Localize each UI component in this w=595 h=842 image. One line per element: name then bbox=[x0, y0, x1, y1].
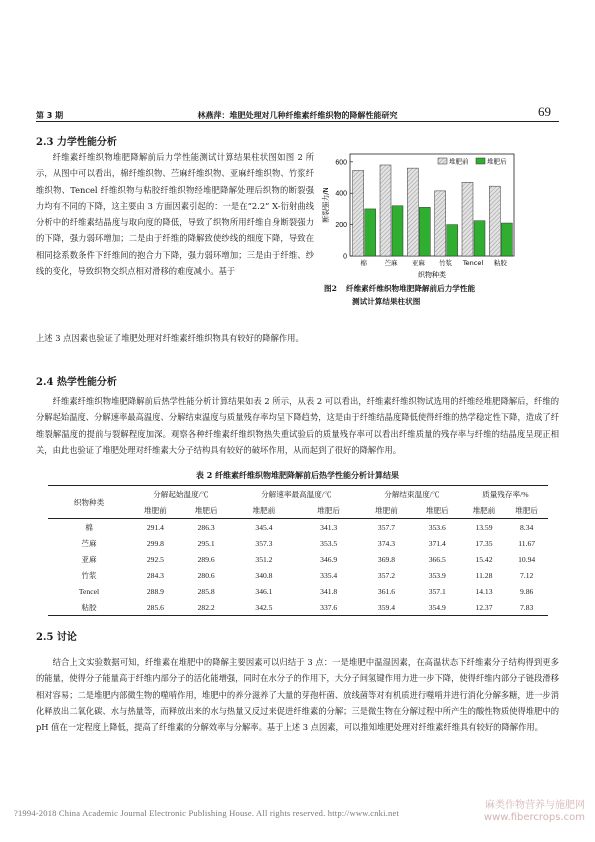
watermark-line2: www.fibercrops.com bbox=[483, 812, 585, 823]
x-axis-label: 织物种类 bbox=[418, 271, 446, 279]
table-cell: 335.4 bbox=[320, 570, 338, 580]
table-cell: 10.94 bbox=[518, 554, 536, 564]
bar-after bbox=[501, 223, 512, 256]
table-cell: 17.35 bbox=[475, 538, 493, 548]
table-cell: 7.12 bbox=[520, 570, 534, 580]
table-cell: 295.1 bbox=[197, 538, 215, 548]
table-row-label: 粘胶 bbox=[48, 599, 130, 616]
figure-caption-line2: 测试计算结果柱状图 bbox=[352, 297, 421, 306]
y-tick-label: 200 bbox=[335, 222, 347, 230]
legend-label: 堆肥前 bbox=[449, 157, 469, 166]
bar-before bbox=[380, 165, 391, 256]
table-cell: 11.67 bbox=[518, 538, 536, 548]
x-tick-label: 亚麻 bbox=[411, 259, 425, 267]
table-sub-header: 堆肥后 bbox=[505, 502, 548, 519]
table-row-label: 棉 bbox=[85, 522, 93, 532]
table-cell: 288.9 bbox=[146, 586, 164, 596]
table-cell: 291.4 bbox=[146, 522, 164, 532]
x-tick-label: 棉 bbox=[360, 259, 367, 267]
bar-before bbox=[407, 168, 418, 256]
table-cell: 374.3 bbox=[377, 538, 396, 548]
legend-swatch bbox=[476, 158, 485, 164]
section-heading-2-5: 2.5 讨论 bbox=[36, 632, 77, 643]
table-row-label: 亚麻 bbox=[81, 554, 97, 564]
legend-label: 堆肥后 bbox=[487, 157, 507, 166]
table-row bbox=[48, 567, 548, 583]
table-cell: 366.5 bbox=[428, 554, 446, 564]
journal-issue: 第 3 期 bbox=[36, 111, 64, 120]
table-cell: 15.42 bbox=[475, 554, 493, 564]
table-2-caption: 表 2 纤维素纤维织物堆肥降解前后热学性能分析计算结果 bbox=[195, 470, 400, 480]
x-tick-label: 竹浆 bbox=[439, 259, 453, 267]
table-body bbox=[48, 519, 548, 616]
table-cell: 285.8 bbox=[197, 586, 215, 596]
table-cell: 280.6 bbox=[197, 570, 215, 580]
bar-after bbox=[447, 225, 458, 256]
table-cell: 353.5 bbox=[320, 538, 338, 548]
table-cell: 286.3 bbox=[197, 522, 215, 532]
bar-before bbox=[435, 191, 446, 256]
legend-swatch bbox=[438, 158, 447, 164]
watermark-line1: 麻类作物营养与施肥网 bbox=[485, 800, 585, 811]
section-2-3-body-continued: 上述 3 点因素也验证了堆肥处理对纤维素纤维织物具有较好的降解作用。 bbox=[36, 333, 304, 343]
table-cell: 337.6 bbox=[296, 599, 361, 616]
section-2-4-body: 纤维素纤维织物堆肥降解前后热学性能分析计算结果如表 2 所示，从表 2 可以看出，纤维素纤维织物试选用的纤维经堆肥降解后，纤维的分解起始温度、分解速率最高温度、分解结束温度与质量残存率均呈下降趋势，这是由于纤维结晶度降低使得纤维的热学稳定性下降，造成了纤维裂解温度的提前与裂解程度加深。观察各种纤维素纤维织物热失重试验后的质量残存率可以看出纤维质量的残存率与纤维的结晶度呈现正相关，由此也验证了堆肥处理对纤维素大分子结构具有较好的破坏作用，从而起到了很好的降解作用。 bbox=[36, 396, 559, 455]
bar-before bbox=[353, 170, 364, 256]
bar-before bbox=[489, 186, 500, 256]
table-sub-header: 堆肥后 bbox=[412, 502, 463, 519]
table-cell: 341.8 bbox=[320, 586, 338, 596]
x-tick-label: Tencel bbox=[462, 259, 484, 267]
table-cell: 351.2 bbox=[255, 554, 273, 564]
table-cell: 11.28 bbox=[475, 570, 493, 580]
table-2 bbox=[48, 485, 548, 616]
table-row-label: Tencel bbox=[78, 586, 100, 596]
table-cell: 292.5 bbox=[146, 554, 164, 564]
figure-2-bar-chart bbox=[318, 148, 518, 280]
table-cell: 357.1 bbox=[428, 586, 446, 596]
section-heading-2-3: 2.3 力学性能分析 bbox=[36, 137, 117, 148]
table-sub-header: 堆肥前 bbox=[463, 502, 506, 519]
table-row-label: 苎麻 bbox=[81, 538, 97, 548]
table-cell: 359.4 bbox=[361, 599, 412, 616]
table-cell: 354.9 bbox=[412, 599, 463, 616]
page-number: 69 bbox=[538, 104, 551, 119]
table-cell: 345.4 bbox=[255, 522, 273, 532]
section-2-3-body: 纤维素纤维织物堆肥降解前后力学性能测试计算结果柱状图如图 2 所示，从图中可以看出，棉纤维织物、苎麻纤维织物、亚麻纤维织物、竹浆纤维织物、Tencel 纤维织物与粘胶纤维织物经堆肥降解处理后织物的断裂强力均有不同的下降，这主要由 3 方面因素引起的：一是在“2.2” X-衍射曲线分析中的纤维素结晶度与取向度的降低，导致了织物所用纤维自身断裂强力的下降，强力弱环增加；二是由于纤维的降解致使纱线的细度下降，导致在相同捻系数条件下纤维间的抱合力下降，强力弱环增加；三是由于纤维、纱线的变化，导致织物交织点相对滑移的难度减小。基于 bbox=[36, 152, 314, 277]
table-cell: 9.86 bbox=[520, 586, 534, 596]
table-group-header: 分解速率最高温度/℃ bbox=[232, 486, 362, 503]
table-cell: 341.3 bbox=[320, 522, 338, 532]
y-tick-label: 400 bbox=[335, 190, 347, 198]
table-cell: 357.2 bbox=[377, 570, 396, 580]
table-row-header: 织物种类 bbox=[48, 486, 130, 519]
figure-label: 图2 bbox=[324, 284, 337, 293]
table-cell: 282.2 bbox=[181, 599, 232, 616]
table-row bbox=[48, 583, 548, 599]
y-tick-label: 0 bbox=[343, 253, 347, 261]
x-tick-label: 粘胶 bbox=[493, 259, 507, 267]
table-cell: 342.5 bbox=[232, 599, 297, 616]
site-watermark bbox=[484, 800, 585, 824]
table-cell: 346.1 bbox=[255, 586, 273, 596]
table-cell: 357.3 bbox=[255, 538, 273, 548]
bar-after bbox=[419, 207, 430, 256]
header-rule bbox=[36, 121, 559, 122]
table-cell: 12.37 bbox=[463, 599, 506, 616]
copyright-footer: ?1994-2018 China Academic Journal Electronic Publishing House. All rights reserved. http://www.cnki.net bbox=[14, 808, 400, 818]
table-cell: 353.6 bbox=[428, 522, 446, 532]
table-sub-header: 堆肥后 bbox=[181, 502, 232, 519]
table-cell: 369.8 bbox=[377, 554, 396, 564]
section-2-5-body: 结合上文实验数据可知，纤维素在堆肥中的降解主要因素可以归结于 3 点：一是堆肥中温湿因素，在高温状态下纤维素分子结构得到更多的能量，使得分子能量高于纤维内部分子的活化能增强，同时在水分子的作用下，大分子间氢键作用力进一步下降，使得纤维内部分子链段滑移相对容易；二是堆肥内部微生物的噬啃作用，堆肥中的养分滋养了大量的芽孢杆菌、放线菌等对有机质进行噬啃并进行消化分解多糖，进一步消化释放出二氧化碳、水与热量等，而释放出来的水与热量又反过来促进纤维素的分解；三是微生物在分解过程中所产生的酸性物质使得堆肥中的 pH 值在一定程度上降低，提高了纤维素的分解效率与分解率。基于上述 3 点因素，可以推知堆肥处理对纤维素纤维具有较好的降解作用。 bbox=[36, 657, 559, 733]
table-cell: 13.59 bbox=[475, 522, 493, 532]
table-row bbox=[48, 599, 548, 616]
bar-before bbox=[462, 182, 473, 256]
figure-2-caption bbox=[324, 282, 560, 308]
table-row bbox=[48, 535, 548, 551]
table-cell: 285.6 bbox=[130, 599, 181, 616]
table-cell: 289.6 bbox=[197, 554, 215, 564]
table-cell: 8.34 bbox=[520, 522, 534, 532]
table-sub-header: 堆肥前 bbox=[361, 502, 412, 519]
table-group-header: 分解起始温度/℃ bbox=[130, 486, 232, 503]
table-sub-header: 堆肥后 bbox=[296, 502, 361, 519]
table-group-header: 分解结束温度/℃ bbox=[361, 486, 463, 503]
section-heading-2-4: 2.4 热学性能分析 bbox=[36, 377, 117, 388]
table-sub-header: 堆肥前 bbox=[232, 502, 297, 519]
bar-after bbox=[365, 209, 376, 256]
table-row bbox=[48, 551, 548, 567]
table-cell: 284.3 bbox=[146, 570, 164, 580]
x-tick-label: 苎麻 bbox=[384, 259, 398, 267]
bar-after bbox=[392, 206, 403, 256]
table-sub-header: 堆肥前 bbox=[130, 502, 181, 519]
y-tick-label: 600 bbox=[335, 159, 347, 167]
table-cell: 371.4 bbox=[428, 538, 446, 548]
table-cell: 14.13 bbox=[475, 586, 493, 596]
table-row bbox=[48, 519, 548, 536]
table-row-label: 竹浆 bbox=[81, 570, 97, 580]
table-cell: 346.9 bbox=[320, 554, 338, 564]
bar-after bbox=[474, 221, 485, 256]
table-cell: 7.83 bbox=[505, 599, 548, 616]
table-group-header: 质量残存率/% bbox=[463, 486, 548, 503]
figure-caption-line1: 纤维素纤维织物堆肥降解前后力学性能 bbox=[346, 284, 476, 293]
table-cell: 299.8 bbox=[146, 538, 164, 548]
table-cell: 357.7 bbox=[377, 522, 396, 532]
table-cell: 353.9 bbox=[428, 570, 446, 580]
running-title: 林燕萍：堆肥处理对几种纤维素纤维织物的降解性能研究 bbox=[197, 110, 398, 120]
table-cell: 361.6 bbox=[377, 586, 396, 596]
table-cell: 340.8 bbox=[255, 570, 273, 580]
y-axis-label: 断裂强力/N bbox=[322, 187, 330, 223]
